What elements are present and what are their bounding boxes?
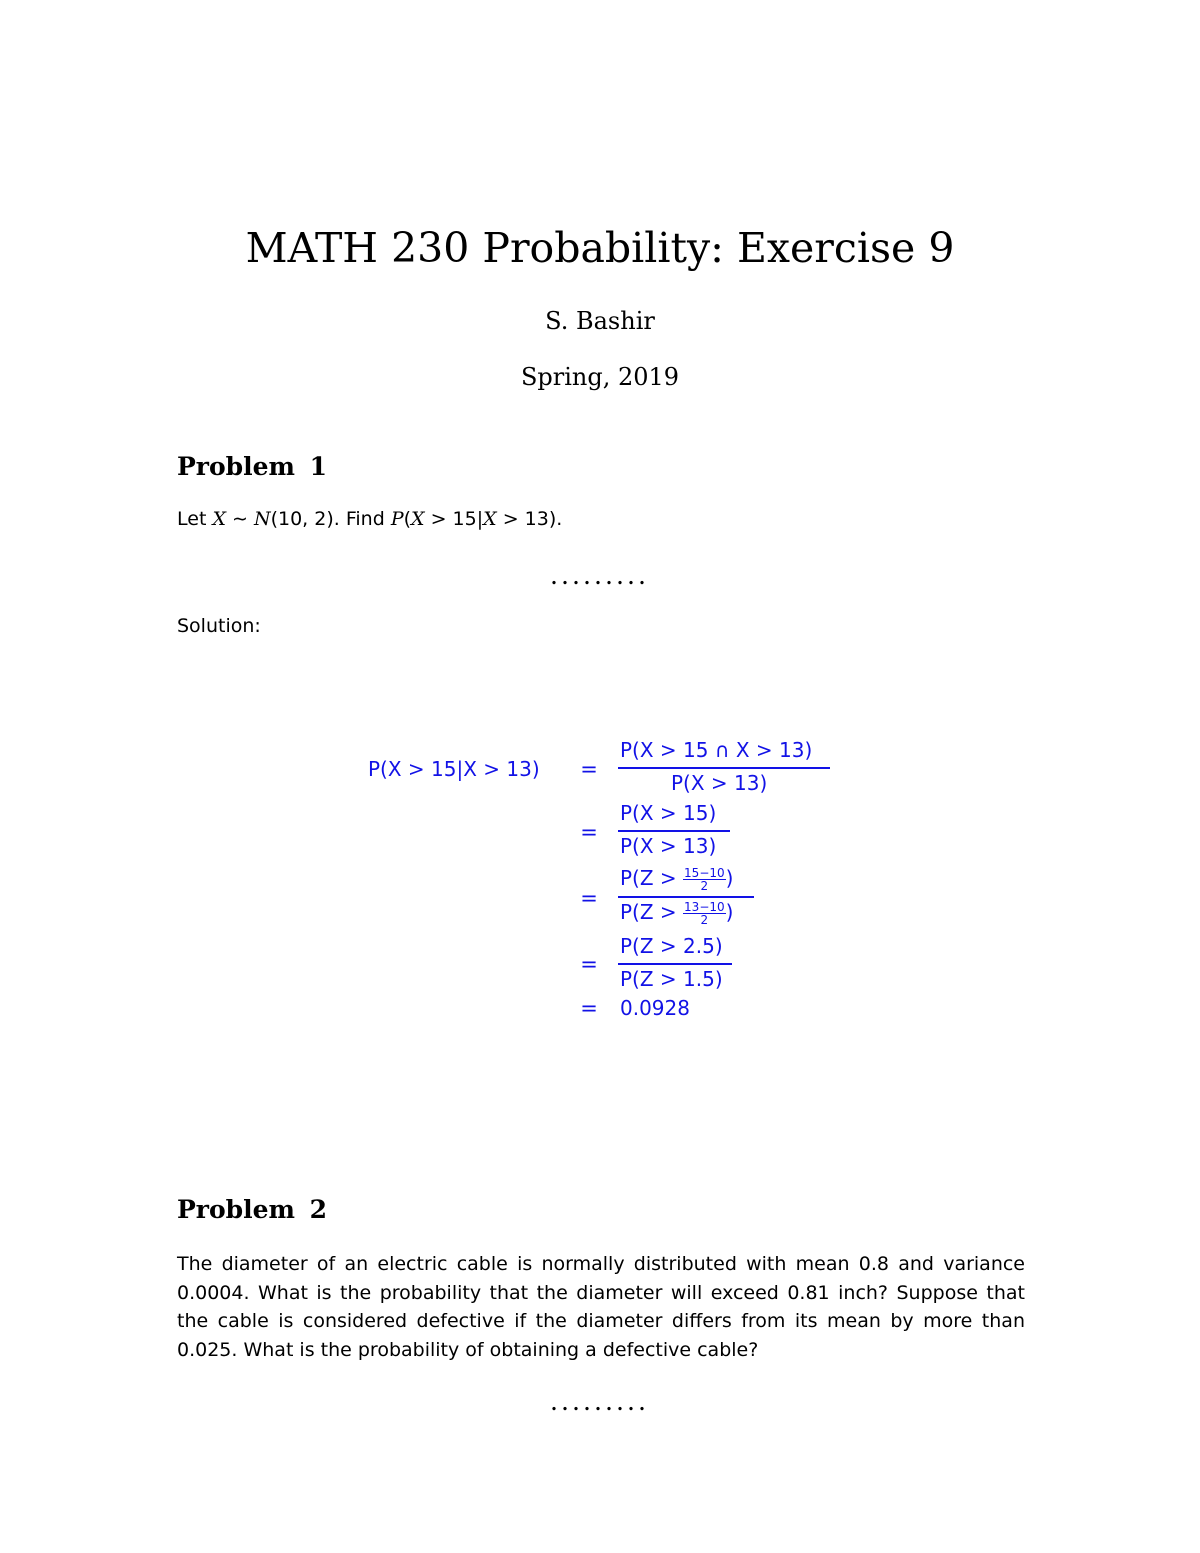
step-4-denominator: P(Z > 1.5) — [620, 967, 723, 991]
equals-sign: = — [580, 886, 598, 910]
document-author: S. Bashir — [545, 307, 655, 335]
fraction-bar — [618, 963, 732, 965]
problem-2-statement: The diameter of an electric cable is normally distributed with mean 0.8 and variance 0.0004. What is the probability that the diameter will exceed 0.81 inch? Suppose that the cable is considered defective if the diameter differs from its mean by more than 0.025. What is the probability of obtaining a defective cable? — [177, 1253, 1025, 1361]
problem-1-heading: Problem 1 — [177, 452, 328, 481]
document-date: Spring, 2019 — [520, 363, 680, 391]
equals-sign: = — [580, 820, 598, 844]
document-title: MATH 230 Probability: Exercise 9 — [245, 224, 955, 272]
step-3-denominator: P(Z > $\frac{13-10}{2}$ ) — [620, 900, 734, 927]
equals-sign: = — [580, 996, 598, 1020]
inner-fraction: $\frac{15-10}{2}$ — [684, 866, 725, 893]
step-1-denominator: P(X > 13) — [671, 771, 768, 795]
derivation-lhs: P(X > 15|X > 13) — [368, 757, 540, 781]
step-1-numerator: P(X > 15 ∩ X > 13) — [620, 738, 813, 762]
step-2-denominator: P(X > 13) — [620, 834, 717, 858]
step-2-numerator: P(X > 15) — [620, 801, 717, 825]
solution-label: Solution: — [177, 615, 261, 637]
fraction-bar — [618, 830, 730, 832]
equals-sign: = — [580, 757, 598, 781]
section-separator: ......... — [550, 1386, 650, 1417]
problem-1-statement: Let X ∼ N(10, 2). Find P(X > 15|X > 13). — [177, 508, 563, 530]
fraction-bar — [618, 767, 830, 769]
section-separator: ......... — [550, 560, 650, 591]
equals-sign: = — [580, 952, 598, 976]
step-4-numerator: P(Z > 2.5) — [620, 934, 723, 958]
problem-2-heading: Problem 2 — [177, 1195, 328, 1224]
inner-fraction: $\frac{13-10}{2}$ — [684, 900, 725, 927]
result-value: 0.0928 — [620, 996, 690, 1020]
fraction-bar — [618, 896, 754, 898]
step-3-numerator: P(Z > $\frac{15-10}{2}$ ) — [620, 866, 734, 893]
